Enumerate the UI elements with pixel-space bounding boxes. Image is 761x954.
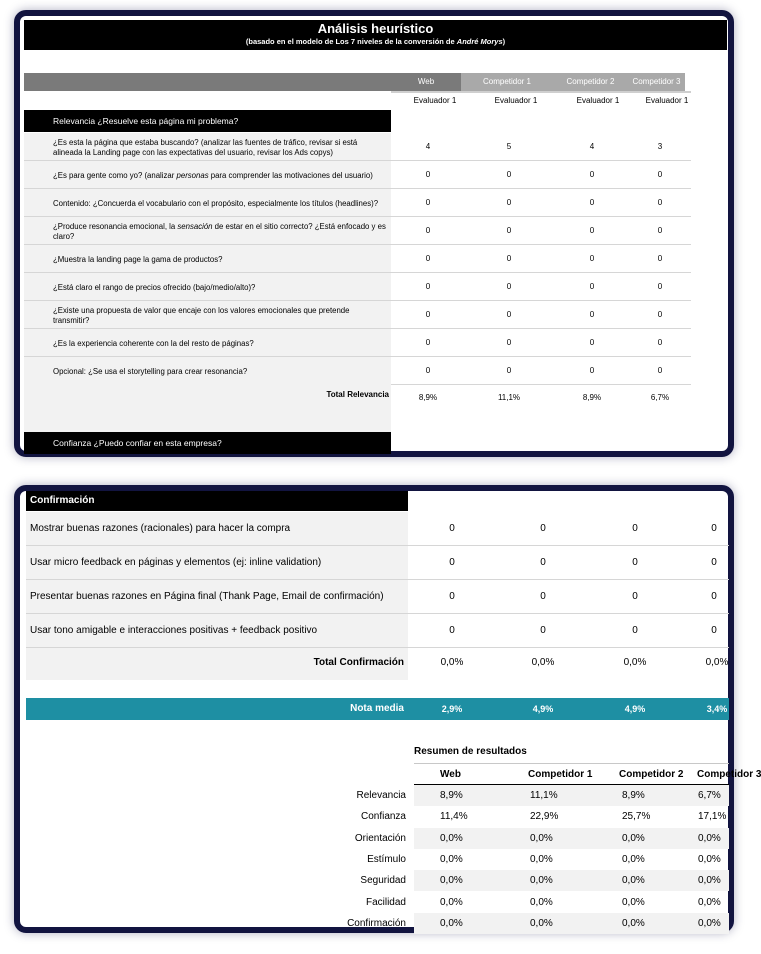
question-row [24, 273, 691, 301]
question-row [24, 161, 691, 189]
column-header-competidor-3[interactable]: Competidor 3 [628, 73, 685, 91]
score-cell[interactable]: 0 [589, 254, 595, 263]
evaluator-label: Evaluador 1 [576, 96, 620, 105]
score-cell[interactable]: 0 [425, 226, 431, 235]
resumen-value[interactable]: 0,0% [622, 917, 645, 929]
score-cell[interactable]: 0 [657, 170, 663, 179]
total-relevancia-row [24, 384, 691, 406]
score-cell[interactable]: 0 [506, 170, 512, 179]
resumen-value[interactable]: 0,0% [530, 875, 553, 887]
score-cell[interactable]: 0 [506, 226, 512, 235]
question-text: ¿Es la experiencia coherente con la del resto de páginas? [24, 329, 391, 356]
question-row [24, 329, 691, 357]
score-cell[interactable]: 0 [657, 338, 663, 347]
sheet-title: Análisis heurístico [317, 21, 434, 36]
resumen-value[interactable]: 8,9% [440, 790, 463, 801]
score-cell[interactable]: 0 [589, 310, 595, 319]
resumen-value[interactable]: 0,0% [622, 832, 645, 844]
resumen-header-row [414, 763, 761, 785]
nota-media-value[interactable]: 3,4% [706, 704, 728, 714]
score-cell[interactable]: 0 [506, 282, 512, 291]
confirmacion-text: Usar micro feedback en páginas y elementos (ej: inline validation) [26, 546, 408, 579]
section-header-relevancia: Relevancia ¿Resuelve esta página mi problema? [24, 110, 391, 132]
evaluator-label: Evaluador 1 [413, 96, 457, 105]
score-cell[interactable]: 0 [506, 310, 512, 319]
nota-media-label: Nota media [350, 703, 404, 714]
resumen-value[interactable]: 0,0% [440, 875, 463, 887]
nota-media-value[interactable]: 4,9% [624, 704, 646, 714]
resumen-value[interactable]: 0,0% [440, 917, 463, 929]
score-cell[interactable]: 0 [657, 198, 663, 207]
question-row [24, 189, 691, 217]
question-text: ¿Muestra la landing page la gama de productos? [24, 245, 391, 272]
score-cell[interactable]: 0 [711, 523, 717, 534]
question-row [24, 217, 691, 245]
confirmacion-text: Mostrar buenas razones (racionales) para hacer la compra [26, 512, 408, 545]
total-value[interactable]: 8,9% [418, 393, 438, 402]
total-value[interactable]: 8,9% [582, 393, 602, 402]
resumen-value[interactable]: 0,0% [530, 853, 553, 865]
resumen-value[interactable]: 8,9% [622, 790, 645, 801]
resumen-row-label: Confirmación [347, 917, 406, 929]
confirmacion-row [26, 546, 729, 580]
score-cell[interactable]: 0 [540, 591, 546, 602]
score-cell[interactable]: 0 [589, 282, 595, 291]
score-cell[interactable]: 0 [711, 591, 717, 602]
question-text: Opcional: ¿Se usa el storytelling para crear resonancia? [24, 357, 391, 384]
resumen-value[interactable]: 0,0% [622, 896, 645, 908]
resumen-value[interactable]: 0,0% [698, 853, 721, 865]
sheet-title-bar [24, 20, 727, 50]
score-cell[interactable]: 0 [506, 338, 512, 347]
nota-media-value[interactable]: 2,9% [441, 704, 463, 714]
score-cell[interactable]: 0 [540, 557, 546, 568]
score-cell[interactable]: 0 [425, 198, 431, 207]
resumen-column-header: Competidor 1 [528, 769, 593, 780]
resumen-value[interactable]: 0,0% [440, 853, 463, 865]
resumen-row [26, 849, 729, 870]
confirmacion-row [26, 512, 729, 546]
confirmacion-row [26, 614, 729, 648]
resumen-row-label: Orientación [354, 832, 406, 844]
resumen-value[interactable]: 6,7% [698, 790, 721, 801]
evaluator-label: Evaluador 1 [494, 96, 538, 105]
score-cell[interactable]: 4 [589, 142, 595, 151]
resumen-column-header: Competidor 2 [619, 769, 684, 780]
resumen-row-label: Relevancia [356, 790, 406, 801]
confirmacion-row [26, 580, 729, 614]
total-value[interactable]: 0,0% [705, 657, 729, 668]
resumen-row-label: Confianza [360, 811, 406, 823]
score-cell[interactable]: 0 [425, 254, 431, 263]
resumen-value[interactable]: 0,0% [698, 896, 721, 908]
nota-media-bar [26, 698, 729, 720]
resumen-row [26, 785, 729, 806]
score-cell[interactable]: 0 [589, 226, 595, 235]
resumen-column-header: Web [440, 769, 461, 780]
question-text: Contenido: ¿Concuerda el vocabulario con el propósito, especialmente los títulos (headlines)? [24, 189, 391, 216]
score-cell[interactable]: 5 [506, 142, 512, 151]
resumen-cells [414, 806, 729, 827]
score-cell[interactable]: 0 [657, 226, 663, 235]
resumen-value[interactable]: 0,0% [622, 875, 645, 887]
score-cell[interactable]: 0 [711, 557, 717, 568]
column-header-competidor-1[interactable]: Competidor 1 [461, 73, 553, 91]
resumen-value[interactable]: 25,7% [622, 811, 651, 823]
total-value[interactable]: 0,0% [440, 657, 464, 668]
resumen-value[interactable]: 0,0% [530, 896, 553, 908]
resumen-row-label: Estímulo [367, 853, 406, 865]
question-row [24, 357, 691, 385]
resumen-row [26, 892, 729, 913]
resumen-value[interactable]: 0,0% [698, 917, 721, 929]
score-cell[interactable]: 4 [425, 142, 431, 151]
score-cell[interactable]: 0 [449, 557, 455, 568]
section-header-confianza: Confianza ¿Puedo confiar en esta empresa? [24, 432, 391, 454]
heuristic-sheet-top [14, 10, 734, 457]
column-header-competidor-2[interactable]: Competidor 2 [553, 73, 628, 91]
score-cell[interactable]: 0 [711, 625, 717, 636]
score-cell[interactable]: 0 [506, 254, 512, 263]
resumen-title: Resumen de resultados [414, 746, 527, 757]
score-cell[interactable]: 0 [632, 591, 638, 602]
resumen-cells [414, 828, 729, 849]
score-cell[interactable]: 0 [632, 557, 638, 568]
nota-media-value[interactable]: 4,9% [532, 704, 554, 714]
resumen-value[interactable]: 0,0% [440, 896, 463, 908]
question-row [24, 133, 691, 161]
total-confirmacion-row [26, 648, 729, 680]
question-text: ¿Existe una propuesta de valor que encaje con los valores emocionales que pretende transmitir? [24, 301, 391, 328]
resumen-value[interactable]: 0,0% [698, 832, 721, 844]
question-row [24, 301, 691, 329]
score-cell[interactable]: 0 [657, 254, 663, 263]
resumen-value[interactable]: 17,1% [698, 811, 727, 823]
total-value[interactable]: 11,1% [497, 393, 521, 402]
total-confirmacion-label: Total Confirmación [26, 648, 408, 680]
score-cell[interactable]: 0 [449, 625, 455, 636]
score-cell[interactable]: 0 [506, 198, 512, 207]
total-value[interactable]: 0,0% [623, 657, 647, 668]
score-cell[interactable]: 0 [425, 338, 431, 347]
total-relevancia-label: Total Relevancia [24, 384, 391, 406]
resumen-cells [414, 785, 729, 806]
resumen-value[interactable]: 11,1% [530, 790, 558, 801]
score-cell[interactable]: 0 [589, 198, 595, 207]
resumen-value[interactable]: 11,4% [440, 811, 468, 823]
resumen-cells [414, 913, 729, 934]
resumen-value[interactable]: 0,0% [440, 832, 463, 844]
resumen-value[interactable]: 0,0% [622, 853, 645, 865]
resumen-row [26, 913, 729, 934]
score-cell[interactable]: 0 [632, 523, 638, 534]
column-header-web[interactable]: Web [391, 73, 461, 91]
score-cell[interactable]: 0 [589, 366, 595, 375]
score-cell[interactable]: 0 [449, 523, 455, 534]
question-text: ¿Produce resonancia emocional, la sensación de estar en el sitio correcto? ¿Está enfocado y es claro? [24, 217, 391, 244]
confirmacion-text: Presentar buenas razones en Página final (Thank Page, Email de confirmación) [26, 580, 408, 613]
score-cell[interactable]: 0 [449, 591, 455, 602]
resumen-cells [414, 870, 729, 891]
question-row [24, 245, 691, 273]
spacer-cell [24, 406, 391, 432]
column-header-row [24, 73, 691, 91]
resumen-value[interactable]: 0,0% [698, 875, 721, 887]
heuristic-sheet-bottom [14, 485, 761, 933]
evaluator-label: Evaluador 1 [645, 96, 689, 105]
column-header-blank [24, 73, 391, 91]
score-cell[interactable]: 0 [657, 282, 663, 291]
score-cell[interactable]: 3 [657, 142, 663, 151]
question-text: ¿Está claro el rango de precios ofrecido (bajo/medio/alto)? [24, 273, 391, 300]
total-value[interactable]: 6,7% [650, 393, 670, 402]
sheet-subtitle: (basado en el modelo de Los 7 niveles de la conversión de André Morys) [245, 37, 506, 46]
score-cell[interactable]: 0 [425, 366, 431, 375]
resumen-cells [414, 892, 729, 913]
total-value[interactable]: 0,0% [531, 657, 555, 668]
resumen-value[interactable]: 0,0% [530, 917, 553, 929]
score-cell[interactable]: 0 [425, 310, 431, 319]
resumen-value[interactable]: 0,0% [530, 832, 553, 844]
score-cell[interactable]: 0 [657, 310, 663, 319]
score-cell[interactable]: 0 [540, 523, 546, 534]
score-cell[interactable]: 0 [657, 366, 663, 375]
score-cell[interactable]: 0 [632, 625, 638, 636]
resumen-column-header: Competidor 3 [697, 769, 761, 780]
resumen-row [26, 870, 729, 891]
resumen-row [26, 806, 729, 827]
question-text: ¿Es esta la página que estaba buscando? (analizar las fuentes de tráfico, revisar si está alineada la Landing page con las expectativas del usuario, revisar los Ads copys) [24, 133, 391, 160]
score-cell[interactable]: 0 [506, 366, 512, 375]
score-cell[interactable]: 0 [425, 282, 431, 291]
resumen-row-label: Facilidad [365, 896, 406, 908]
score-cell[interactable]: 0 [425, 170, 431, 179]
header-underline [391, 91, 691, 93]
score-cell[interactable]: 0 [589, 338, 595, 347]
score-cell[interactable]: 0 [540, 625, 546, 636]
confirmacion-text: Usar tono amigable e interacciones positivas + feedback positivo [26, 614, 408, 647]
section-header-confirmacion: Confirmación [26, 491, 408, 511]
score-cell[interactable]: 0 [589, 170, 595, 179]
resumen-value[interactable]: 22,9% [530, 811, 559, 823]
resumen-cells [414, 849, 729, 870]
resumen-row-label: Seguridad [360, 875, 406, 887]
resumen-row [26, 828, 729, 849]
question-text: ¿Es para gente como yo? (analizar personas para comprender las motivaciones del usuario) [24, 161, 391, 188]
